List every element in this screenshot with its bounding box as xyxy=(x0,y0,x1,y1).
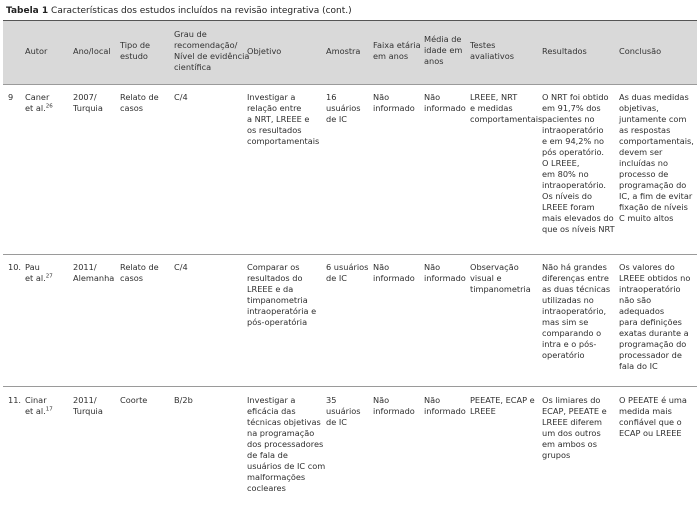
age-range xyxy=(373,262,415,284)
year-location-line: 2011/ xyxy=(73,395,97,405)
mean-age xyxy=(424,395,466,417)
conclusion-line: fala do IC xyxy=(619,361,658,371)
age-range xyxy=(373,395,415,417)
results-line: que os níveis NRT xyxy=(542,224,615,234)
objective-line: cocleares xyxy=(247,483,286,493)
study-type-line: Relato de xyxy=(120,262,159,272)
conclusion-line: as respostas xyxy=(619,125,671,135)
reference-number: 17 xyxy=(45,406,53,413)
conclusion-line: devem ser xyxy=(619,147,663,157)
results-line: intraoperatório xyxy=(542,125,604,135)
conclusion-line: As duas medidas xyxy=(619,92,689,102)
results xyxy=(542,395,607,461)
study-type xyxy=(120,395,147,406)
results-line: O LREEE, xyxy=(542,158,580,168)
tests-line: LREEE xyxy=(470,406,496,416)
reference-number: 27 xyxy=(45,273,53,280)
header-ano xyxy=(73,46,111,57)
conclusion xyxy=(619,262,690,372)
header-resultados-line: Resultados xyxy=(542,46,587,56)
objective-line: Comparar os xyxy=(247,262,300,272)
header-objetivo xyxy=(247,46,281,57)
mean-age-line: Não xyxy=(424,92,441,102)
results-line: intra e o pós- xyxy=(542,339,597,349)
results-line: diferenças entre xyxy=(542,273,609,283)
age-range-line: Não xyxy=(373,395,390,405)
row-number-line: 10. xyxy=(8,262,22,272)
results-line: Não há grandes xyxy=(542,262,607,272)
conclusion xyxy=(619,92,694,224)
conclusion-line: confiável que o xyxy=(619,417,682,427)
results xyxy=(542,262,610,361)
results-line: e em 94,2% no xyxy=(542,136,605,146)
conclusion-line: juntamente com xyxy=(619,114,687,124)
results-line: intraoperatório, xyxy=(542,306,607,316)
conclusion-line: O PEEATE é uma xyxy=(619,395,687,405)
reference-number: 26 xyxy=(45,103,53,110)
results-line: LREEE diferem xyxy=(542,417,602,427)
row-separator xyxy=(3,254,697,255)
year-location xyxy=(73,395,103,417)
row-number-line: 11. xyxy=(8,395,22,405)
sample xyxy=(326,262,368,284)
year-location-line: Alemanha xyxy=(73,273,115,283)
conclusion-line: intraoperatório xyxy=(619,284,681,294)
year-location-line: Turquia xyxy=(73,406,103,416)
mean-age-line: Não xyxy=(424,262,441,272)
recommendation-grade xyxy=(174,92,188,103)
sample xyxy=(326,92,361,125)
header-tipo-line: Tipo de xyxy=(120,40,151,50)
table-caption-label: Tabela 1 xyxy=(6,6,49,16)
age-range-line: informado xyxy=(373,406,415,416)
conclusion xyxy=(619,395,687,439)
header-testes-line: avaliativos xyxy=(470,51,515,61)
objective-line: LREEE e da xyxy=(247,284,294,294)
author-cell xyxy=(25,92,53,114)
conclusion-line: LREEE obtidos no xyxy=(619,273,691,283)
row-number xyxy=(8,92,13,103)
header-grau xyxy=(174,29,249,73)
sample-line: 35 xyxy=(326,395,337,405)
objective-line: a NRT, LREEE e xyxy=(247,114,310,124)
objective-line: comportamentais xyxy=(247,136,320,146)
tests-line: LREEE, NRT xyxy=(470,92,518,102)
results-line: mas sim se xyxy=(542,317,589,327)
tests-line: comportamentais xyxy=(470,114,543,124)
results-line: grupos xyxy=(542,450,571,460)
row-number xyxy=(8,395,21,406)
header-amostra-line: Amostra xyxy=(326,46,361,56)
header-amostra xyxy=(326,46,360,57)
year-location xyxy=(73,262,114,284)
row-separator xyxy=(3,84,697,85)
year-location-line: 2007/ xyxy=(73,92,97,102)
header-media-line: anos xyxy=(424,56,444,66)
sample-line: 16 xyxy=(326,92,337,102)
objective-line: dos processadores xyxy=(247,439,324,449)
objective-line: os resultados xyxy=(247,125,302,135)
conclusion-line: não são xyxy=(619,295,652,305)
sample-line: de IC xyxy=(326,273,347,283)
objective-line: timpanometria xyxy=(247,295,308,305)
results-line: pós operatório. xyxy=(542,147,605,157)
row-number xyxy=(8,262,21,273)
mean-age xyxy=(424,262,466,284)
header-ano-line: Ano/local xyxy=(73,46,111,56)
conclusion-line: medida mais xyxy=(619,406,672,416)
header-tipo-line: estudo xyxy=(120,51,148,61)
author-etal: et al. xyxy=(25,406,46,416)
mean-age-line: Não xyxy=(424,395,441,405)
author-etal: et al. xyxy=(25,103,46,113)
tests xyxy=(470,262,531,295)
header-conclusao xyxy=(619,46,661,57)
results-line: operatório xyxy=(542,350,585,360)
study-type-line: casos xyxy=(120,103,144,113)
header-objetivo-line: Objetivo xyxy=(247,46,282,56)
conclusion-line: comportamentais, xyxy=(619,136,694,146)
sample-line: usuários xyxy=(326,103,361,113)
results-line: ECAP, PEEATE e xyxy=(542,406,607,416)
age-range-line: Não xyxy=(373,92,390,102)
row-separator xyxy=(3,386,697,387)
study-type-line: Relato de xyxy=(120,92,159,102)
objective-line: malformações xyxy=(247,472,306,482)
results-line: em ambos os xyxy=(542,439,597,449)
conclusion-line: objetivas, xyxy=(619,103,659,113)
objective xyxy=(247,92,319,147)
author-etal: et al. xyxy=(25,273,46,283)
tests-line: timpanometria xyxy=(470,284,531,294)
results-line: um dos outros xyxy=(542,428,601,438)
header-tipo xyxy=(120,40,150,62)
objective-line: resultados do xyxy=(247,273,303,283)
objective xyxy=(247,395,325,494)
mean-age xyxy=(424,92,466,114)
mean-age-line: informado xyxy=(424,273,466,283)
conclusion-line: adequados xyxy=(619,306,665,316)
results-line: pacientes no xyxy=(542,114,595,124)
mean-age-line: informado xyxy=(424,103,466,113)
header-media-line: idade em xyxy=(424,45,463,55)
sample-line: de IC xyxy=(326,417,347,427)
table-caption-text: Características dos estudos incluídos na revisão integrativa (cont.) xyxy=(51,6,352,16)
objective-line: Investigar a xyxy=(247,92,296,102)
objective xyxy=(247,262,316,328)
objective-line: eficácia das xyxy=(247,406,296,416)
age-range-line: Não xyxy=(373,262,390,272)
results-line: Os níveis do xyxy=(542,191,593,201)
tests-line: visual e xyxy=(470,273,502,283)
author-name: Cinar xyxy=(25,395,47,405)
author-name: Caner xyxy=(25,92,50,102)
header-media-line: Média de xyxy=(424,34,462,44)
conclusion-line: fixação de níveis xyxy=(619,202,688,212)
results-line: mais elevados do xyxy=(542,213,614,223)
objective-line: de fala de xyxy=(247,450,288,460)
header-autor-line: Autor xyxy=(25,46,48,56)
results-line: intraoperatório. xyxy=(542,180,607,190)
author-cell xyxy=(25,262,53,284)
tests-line: PEEATE, ECAP e xyxy=(470,395,535,405)
year-location xyxy=(73,92,103,114)
header-resultados xyxy=(542,46,587,57)
results-line: O NRT foi obtido xyxy=(542,92,609,102)
results-line: comparando o xyxy=(542,328,602,338)
objective-line: intraoperatória e xyxy=(247,306,317,316)
conclusion-line: para definições xyxy=(619,317,682,327)
conclusion-line: exatas durante a xyxy=(619,328,689,338)
header-grau-line: Nível de evidência xyxy=(174,51,250,61)
results xyxy=(542,92,615,235)
recommendation-grade xyxy=(174,395,193,406)
results-line: utilizadas no xyxy=(542,295,594,305)
objective-line: usuários de IC com xyxy=(247,461,326,471)
author-name: Pau xyxy=(25,262,40,272)
conclusion-line: programação do xyxy=(619,339,687,349)
results-line: em 91,7% dos xyxy=(542,103,601,113)
study-type-line: casos xyxy=(120,273,144,283)
conclusion-line: ECAP ou LREEE xyxy=(619,428,682,438)
header-media xyxy=(424,34,462,67)
conclusion-line: incluídas no xyxy=(619,158,668,168)
row-number-line: 9 xyxy=(8,92,14,102)
tests-line: e medidas xyxy=(470,103,513,113)
conclusion-line: IC, a fim de evitar xyxy=(619,191,693,201)
conclusion-line: C muito altos xyxy=(619,213,674,223)
recommendation-grade-line: C/4 xyxy=(174,92,188,102)
conclusion-line: processo de xyxy=(619,169,669,179)
tests xyxy=(470,92,542,125)
conclusion-line: programação do xyxy=(619,180,687,190)
header-testes-line: Testes xyxy=(470,40,496,50)
mean-age-line: informado xyxy=(424,406,466,416)
conclusion-line: Os valores do xyxy=(619,262,675,272)
header-grau-line: recomendação/ xyxy=(174,40,238,50)
header-faixa xyxy=(373,40,421,62)
header-faixa-line: Faixa etária xyxy=(373,40,421,50)
objective-line: pós-operatória xyxy=(247,317,308,327)
tests xyxy=(470,395,535,417)
sample-line: de IC xyxy=(326,114,347,124)
sample-line: 6 usuários xyxy=(326,262,369,272)
results-line: Os limiares do xyxy=(542,395,601,405)
age-range xyxy=(373,92,415,114)
age-range-line: informado xyxy=(373,103,415,113)
study-type-line: Coorte xyxy=(120,395,148,405)
objective-line: na programação xyxy=(247,428,315,438)
year-location-line: Turquia xyxy=(73,103,103,113)
header-autor xyxy=(25,46,47,57)
study-type xyxy=(120,262,159,284)
header-conclusao-line: Conclusão xyxy=(619,46,662,56)
header-grau-line: Grau de xyxy=(174,29,207,39)
results-line: as duas técnicas xyxy=(542,284,611,294)
study-type xyxy=(120,92,159,114)
objective-line: relação entre xyxy=(247,103,302,113)
tests-line: Observação xyxy=(470,262,519,272)
age-range-line: informado xyxy=(373,273,415,283)
results-line: em 80% no xyxy=(542,169,589,179)
recommendation-grade xyxy=(174,262,188,273)
results-line: LREEE foram xyxy=(542,202,595,212)
author-cell xyxy=(25,395,53,417)
objective-line: Investigar a xyxy=(247,395,296,405)
recommendation-grade-line: C/4 xyxy=(174,262,188,272)
sample xyxy=(326,395,361,428)
header-faixa-line: em anos xyxy=(373,51,409,61)
recommendation-grade-line: B/2b xyxy=(174,395,193,405)
year-location-line: 2011/ xyxy=(73,262,97,272)
conclusion-line: processador de xyxy=(619,350,682,360)
sample-line: usuários xyxy=(326,406,361,416)
header-testes xyxy=(470,40,514,62)
objective-line: técnicas objetivas xyxy=(247,417,321,427)
table-caption xyxy=(6,6,352,16)
header-grau-line: científica xyxy=(174,62,212,72)
